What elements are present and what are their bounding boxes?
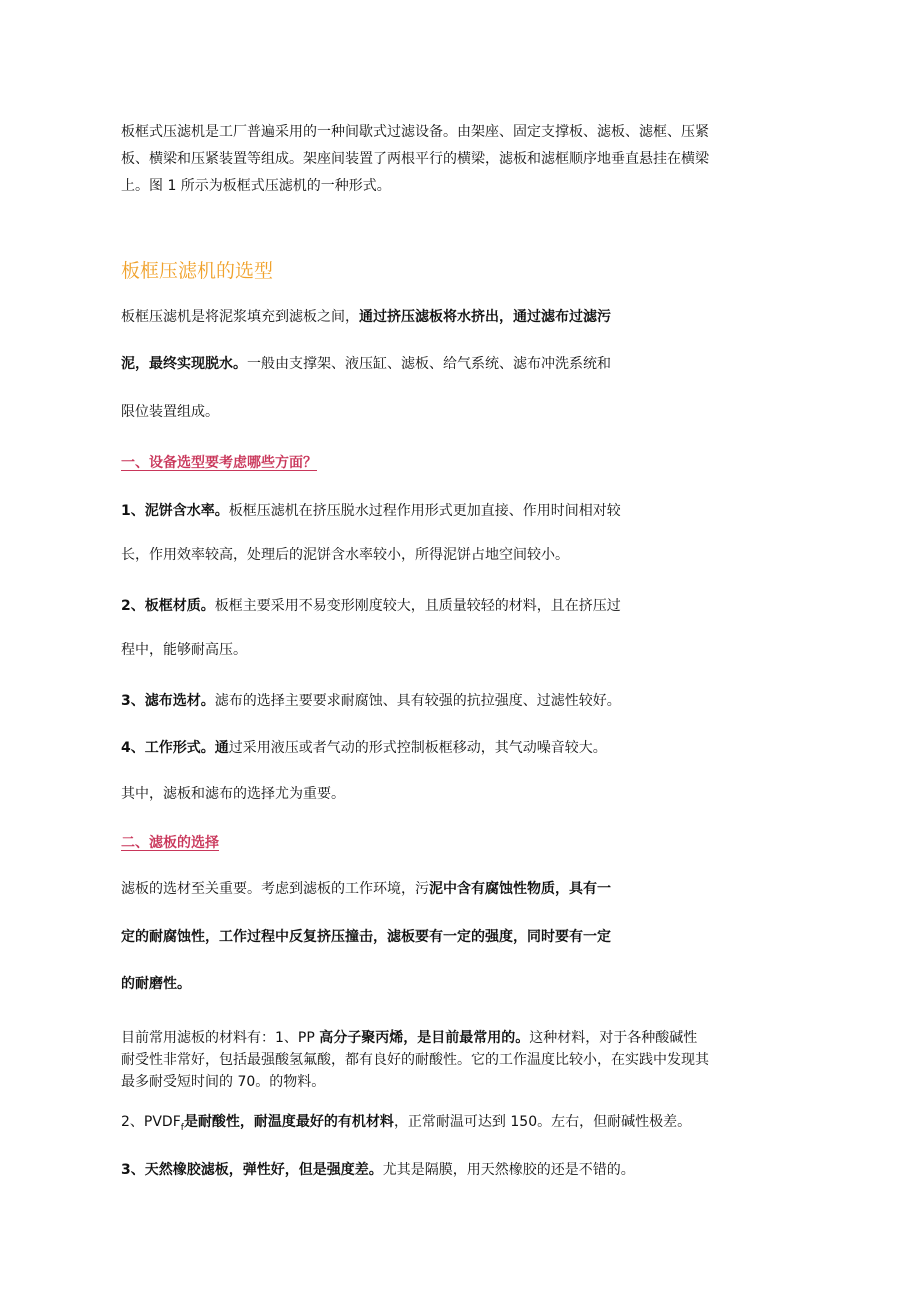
para2-line-3 [121,974,821,994]
materials-text: 这种材料，对于各种酸碱性 [529,1030,698,1046]
item-1-text: 板框压滤机在挤压脱水过程作用形式更加直接、作用时间相对较 [228,503,621,519]
pvdf-label: 2、PVDF [121,1114,181,1130]
intro-line-2: 板、横梁和压紧装置等组成。架座间装置了两根平行的横梁，滤板和滤框顺序地垂直悬挂在横梁 [121,151,709,167]
item-2-title: 2、板框材质。 [121,598,215,614]
material-pvdf [121,1112,821,1138]
item-4 [121,738,821,758]
para1-line-3: 限位装置组成。 [121,404,219,420]
materials-line-2: 耐受性非常好，包括最强酸氢氟酸，都有良好的耐酸性。它的工作温度比较小，在实践中发现其 [121,1052,709,1068]
item-3-text: 滤布的选择主要要求耐腐蚀、具有较强的抗拉强度、过滤性较好。 [214,693,621,709]
materials-line-3: 最多耐受短时间的 70。的物料。 [121,1074,326,1090]
rubber-text: 尤其是隔膜，用天然橡胶的还是不错的。 [382,1162,635,1178]
section-title: 板框压滤机的选型 [121,260,274,282]
para2-bold: 定的耐腐蚀性，工作过程中反复挤压撞击，滤板要有一定的强度，同时要有一定 [121,929,611,945]
para2-text: 滤板的选材至关重要。考虑到滤板的工作环境，污 [121,881,429,897]
item-4-title: 4、工作形式。通 [121,740,229,756]
item-2-continued: 程中，能够耐高压。 [121,642,247,658]
note-line: 其中，滤板和滤布的选择尤为重要。 [121,786,345,802]
item-3-title: 3、滤布选材。 [121,693,215,709]
intro-paragraph [121,119,821,200]
item-1 [121,501,821,521]
para1-text: 板框压滤机是将泥浆填充到滤板之间， [121,309,359,325]
para1-bold: 通过挤压滤板将水挤出，通过滤布过滤污 [359,309,611,325]
para1-bold: 泥，最终实现脱水。 [121,356,247,372]
para2-bold: 泥中含有腐蚀性物质，具有一 [429,881,611,897]
item-3 [121,691,821,711]
item-2 [121,596,821,616]
item-1-continued: 长，作用效率较高，处理后的泥饼含水率较小，所得泥饼占地空间较小。 [121,547,569,563]
intro-line-3: 上。图 1 所示为板框式压滤机的一种形式。 [121,178,391,194]
materials-text: 目前常用滤板的材料有：1、PP [121,1030,320,1046]
pvdf-subscript: f [180,1122,184,1133]
rubber-bold: 3、天然橡胶滤板，弹性好，但是强度差。 [121,1162,383,1178]
item-1-title: 1、泥饼含水率。 [121,503,229,519]
para1-line-1 [121,307,821,327]
para1-text: 一般由支撑架、液压缸、滤板、给气系统、滤布冲洗系统和 [247,356,611,372]
materials-paragraph [121,1027,821,1093]
pvdf-text: ，正常耐温可达到 150。左右，但耐碱性极差。 [393,1114,692,1130]
para2-bold: 的耐磨性。 [121,976,191,992]
item-4-text: 过采用液压或者气动的形式控制板框移动，其气动噪音较大。 [228,740,607,756]
pvdf-bold: 是耐酸性，耐温度最好的有机材料 [183,1114,394,1130]
para1-line-2 [121,354,821,374]
para2-line-1 [121,879,821,899]
materials-line-1 [121,1027,821,1049]
heading-1: 一、设备选型要考虑哪些方面？ [121,455,317,471]
intro-line-1: 板框式压滤机是工厂普遍采用的一种间歇式过滤设备。由架座、固定支撑板、滤板、滤框、压紧 [121,124,709,140]
material-rubber [121,1160,821,1180]
heading-2: 二、滤板的选择 [121,835,219,851]
item-2-text: 板框主要采用不易变形刚度较大，且质量较轻的材料，且在挤压过 [214,598,621,614]
materials-bold: 高分子聚丙烯，是目前最常用的。 [319,1030,530,1046]
para2-line-2 [121,927,821,947]
